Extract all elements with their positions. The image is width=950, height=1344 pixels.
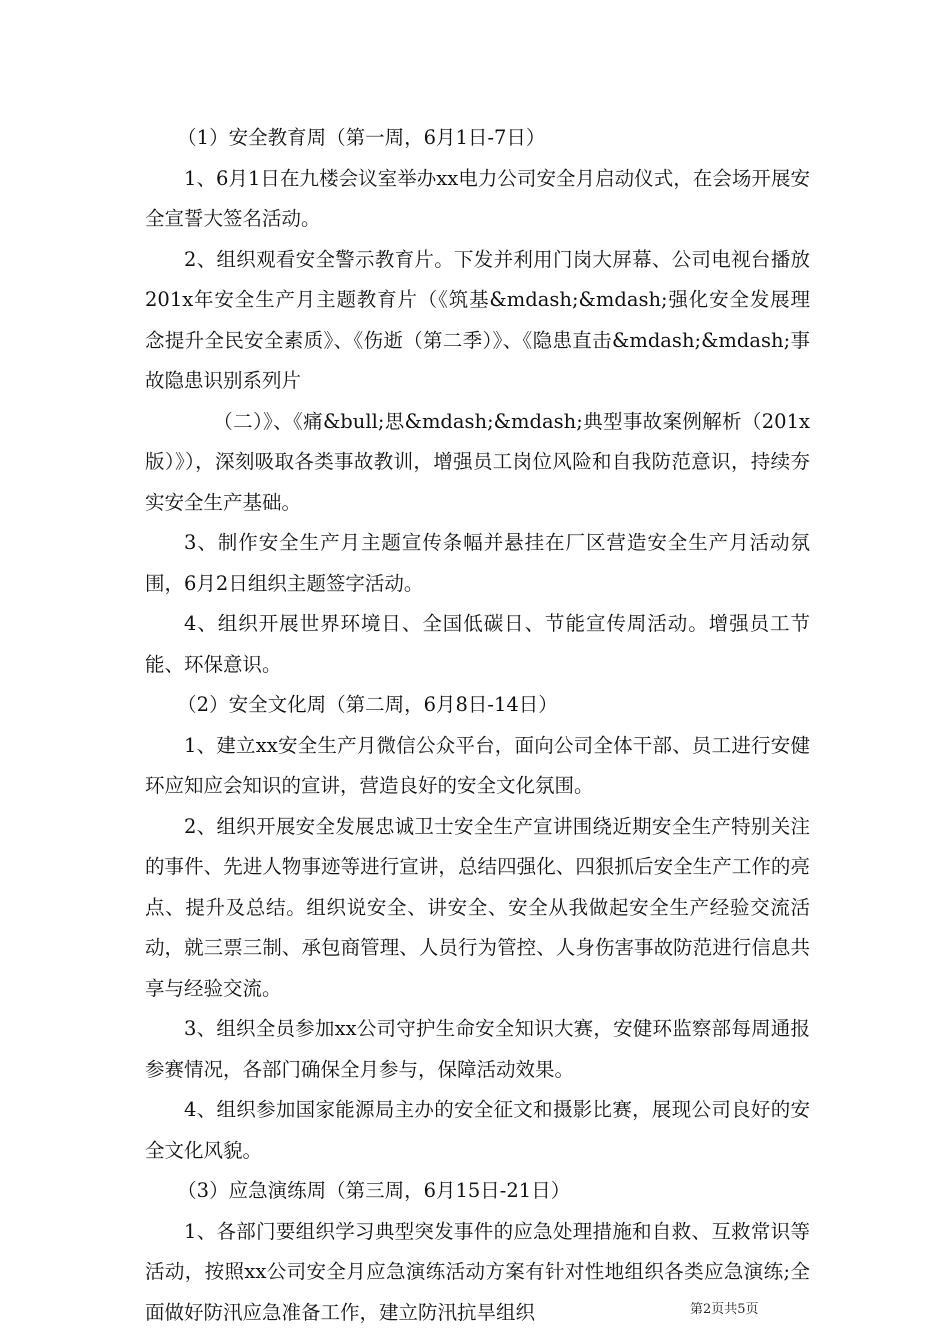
paragraph-warning-films: 2、组织观看安全警示教育片。下发并利用门岗大屏幕、公司电视台播放201x年安全生产月主题教育片（《筑基&mdash;&mdash;强化安全发展理念提升全民安全素质》、《伤逝（第二季）》、《隐患直击&mdash;&mdash;事故隐患识别系列片: [145, 247, 810, 392]
paragraph-environment-day: 4、组织开展世界环境日、全国低碳日、节能宣传周活动。增强员工节能、环保意识。: [145, 612, 810, 676]
section-heading-safety-culture-week: （2）安全文化周（第二周，6月8日-14日）: [177, 693, 558, 716]
section-heading-safety-education-week: （1）安全教育周（第一周，6月1日-7日）: [177, 126, 546, 149]
section-heading-emergency-drill-week: （3）应急演练周（第三周，6月15日-21日）: [177, 1179, 571, 1202]
page-number-footer: 第2页共5页: [690, 1302, 759, 1317]
paragraph-wechat-platform: 1、建立xx安全生产月微信公众平台，面向公司全体干部、员工进行安健环应知应会知识的宣讲，营造良好的安全文化氛围。: [145, 733, 810, 797]
paragraph-essay-photo-contest: 4、组织参加国家能源局主办的安全征文和摄影比赛，展现公司良好的安全文化风貌。: [145, 1098, 810, 1162]
document-body: [145, 118, 810, 1333]
paragraph-emergency-drills: 1、各部门要组织学习典型突发事件的应急处理措施和自救、互救常识等活动，按照xx公司安全月应急演练活动方案有针对性地组织各类应急演练;全面做好防汛应急准备工作，建立防汛抗旱组织: [145, 1219, 810, 1324]
paragraph-launch-ceremony: 1、6月1日在九楼会议室举办xx电力公司安全月启动仪式，在会场开展安全宣誓大签名活动。: [145, 166, 810, 230]
paragraph-warning-films-continued: （二）》、《痛&bull;思&mdash;&mdash;典型事故案例解析（201x版）》），深刻吸取各类事故教训，增强员工岗位风险和自我防范意识，持续夯实安全生产基础。: [145, 409, 810, 514]
paragraph-knowledge-contest: 3、组织全员参加xx公司守护生命安全知识大赛，安健环监察部每周通报参赛情况，各部门确保全月参与，保障活动效果。: [145, 1017, 810, 1081]
paragraph-safety-lectures: 2、组织开展安全发展忠诚卫士安全生产宣讲围绕近期安全生产特别关注的事件、先进人物事迹等进行宣讲，总结四强化、四狠抓后安全生产工作的亮点、提升及总结。组织说安全、讲安全、安全从我做起安全生产经验交流活动，就三票三制、承包商管理、人员行为管控、人身伤害事故防范进行信息共享与经验交流。: [145, 814, 810, 1000]
paragraph-banners: 3、制作安全生产月主题宣传条幅并悬挂在厂区营造安全生产月活动氛围，6月2日组织主题签字活动。: [145, 531, 810, 595]
